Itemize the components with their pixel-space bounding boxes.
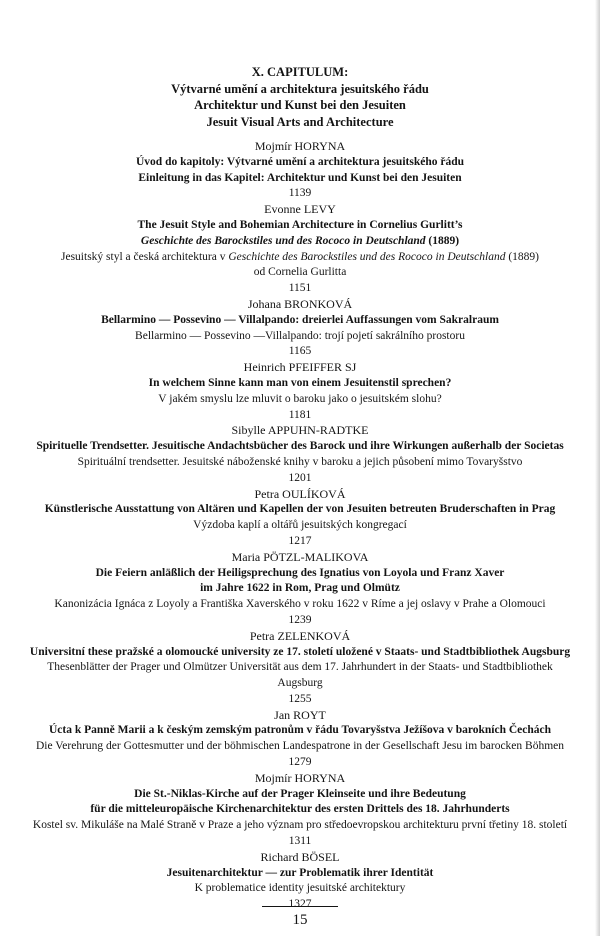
chapter-title: X. CAPITULUM: <box>251 65 349 79</box>
entry-title: Bellarmino — Possevino — Villalpando: dreierlei Auffassungen vom Sakralraum <box>101 313 499 326</box>
entry-title: Die St.-Niklas-Kirche auf der Prager Kleinseite und ihre Bedeutung <box>134 787 466 800</box>
entry-title-translation-continued: Augsburg <box>277 677 323 690</box>
entry-title: Die Feiern anläßlich der Heiligsprechung des Ignatius von Loyola und Franz Xaver <box>95 566 505 579</box>
toc-entry <box>18 771 582 850</box>
entry-title: Spirituelle Trendsetter. Jesuitische Andachtsbücher des Barock und ihre Wirkungen außerhalb der Societas <box>36 440 564 453</box>
page-number: 15 <box>292 912 308 928</box>
entry-author: Petra OULÍKOVÁ <box>254 486 346 501</box>
entry-page-number: 1201 <box>288 471 312 484</box>
entry-title-translation: Die Verehrung der Gottesmutter und der böhmischen Landespatrone in der Gesellschaft Jesu im barocken Böhmen <box>36 740 564 753</box>
entry-title-translation: Thesenblätter der Prager und Olmützer Universität aus dem 17. Jahrhundert in der Staats- und Stadtbibliothek <box>47 661 553 674</box>
toc-entry <box>18 360 582 423</box>
toc-entry <box>18 708 582 771</box>
chapter-subtitle-english: Jesuit Visual Arts and Architecture <box>206 114 394 129</box>
entry-page-number: 1181 <box>288 408 312 421</box>
chapter-subtitle-german: Architektur und Kunst bei den Jesuiten <box>194 98 406 112</box>
toc-entry <box>18 423 582 486</box>
entry-author: Evonne LEVY <box>264 202 336 217</box>
entry-title: Künstlerische Ausstattung von Altären und Kapellen der von Jesuiten betreuten Bruderschaften in Prag <box>44 503 556 516</box>
entry-author: Petra ZELENKOVÁ <box>249 628 351 643</box>
entry-author: Johana BRONKOVÁ <box>247 296 353 311</box>
translation-italic-book: Geschichte des Barockstiles und des Rococo in Deutschland <box>228 250 506 263</box>
toc-entry <box>18 487 582 550</box>
entry-title-translation: Kostel sv. Mikuláše na Malé Straně v Praze a jeho význam pro středoevropskou architekturu první třetiny 18. století <box>32 819 568 832</box>
entry-title-translation: Výzdoba kaplí a oltářů jesuitských kongregací <box>193 519 407 532</box>
chapter-subtitle-czech: Výtvarné umění a architektura jesuitského řádu <box>171 81 429 96</box>
translation-year: (1889) <box>505 250 539 263</box>
entry-page-number: 1151 <box>288 282 312 295</box>
scan-edge-shadow <box>595 0 600 936</box>
entry-title-translation <box>18 250 582 266</box>
entry-page-number: 1165 <box>288 345 312 358</box>
entry-title: The Jesuit Style and Bohemian Architecture in Cornelius Gurlitt’s <box>137 218 463 231</box>
entry-title-translation: V jakém smyslu lze mluvit o baroku jako o jesuitském slohu? <box>158 392 442 405</box>
toc-entry <box>18 139 582 202</box>
entry-author: Richard BÖSEL <box>260 849 340 864</box>
toc-entry <box>18 550 582 629</box>
entry-title: Úvod do kapitoly: Výtvarné umění a architektura jesuitského řádu <box>136 155 464 168</box>
table-of-contents <box>18 139 582 913</box>
entry-title: Universitní these pražské a olomoucké university ze 17. století uložené v Staats- und Stadtbibliothek Augsburg <box>29 645 571 658</box>
entry-page-number: 1239 <box>288 613 312 626</box>
footer-rule <box>262 906 338 907</box>
entry-page-number: 1139 <box>288 187 312 200</box>
entry-title-translation: Bellarmino — Possevino —Villalpando: trojí pojetí sakrálního prostoru <box>135 329 465 342</box>
entry-title-continued <box>18 234 582 250</box>
entry-author: Mojmír HORYNA <box>254 139 346 153</box>
entry-title-translation: Kanonizácia Ignáca z Loyoly a Františka Xaverského v roku 1622 v Ríme a jej oslavy v Prahe a Olomouci <box>54 598 546 611</box>
entry-author: Maria PÖTZL-MALIKOVA <box>231 549 369 564</box>
entry-title-year: (1889) <box>425 234 460 247</box>
entry-title-italic-book: Geschichte des Barockstiles und des Rococo in Deutschland <box>140 234 426 247</box>
entry-author: Jan ROYT <box>274 707 326 722</box>
toc-entry <box>18 850 582 913</box>
entry-title-translation-continued: od Cornelia Gurlitta <box>253 266 347 279</box>
entry-title: Úcta k Panně Marii a k českým zemským patronům v řádu Tovaryšstva Ježíšova v barokních Čechách <box>48 724 552 737</box>
toc-entry <box>18 629 582 708</box>
entry-author: Heinrich PFEIFFER SJ <box>243 360 357 375</box>
entry-page-number: 1327 <box>288 898 312 911</box>
entry-title: In welchem Sinne kann man von einem Jesuitenstil sprechen? <box>148 376 452 389</box>
chapter-heading <box>0 64 600 130</box>
entry-title-translation: Spirituální trendsetter. Jesuitské náboženské knihy v baroku a jejich působení mimo Tovaryšstvo <box>77 455 523 468</box>
entry-title-continued: im Jahre 1622 in Rom, Prag und Olmütz <box>200 582 400 595</box>
entry-page-number: 1255 <box>288 692 312 705</box>
entry-title: Jesuitenarchitektur — zur Problematik ihrer Identität <box>166 866 434 879</box>
entry-author: Mojmír HORYNA <box>254 770 346 785</box>
translation-prefix: Jesuitský styl a česká architektura v <box>61 250 229 263</box>
entry-title-continued: für die mitteleuropäische Kirchenarchitektur des ersten Drittels des 18. Jahrhunderts <box>90 803 510 816</box>
entry-page-number: 1311 <box>288 835 312 848</box>
entry-title-translation: K problematice identity jesuitské architektury <box>194 882 406 895</box>
entry-page-number: 1279 <box>288 756 312 769</box>
entry-title-translation: Einleitung in das Kapitel: Architektur und Kunst bei den Jesuiten <box>138 171 462 184</box>
toc-entry <box>18 202 582 297</box>
entry-page-number: 1217 <box>288 534 312 547</box>
entry-author: Sibylle APPUHN-RADTKE <box>231 423 369 438</box>
toc-entry <box>18 297 582 360</box>
